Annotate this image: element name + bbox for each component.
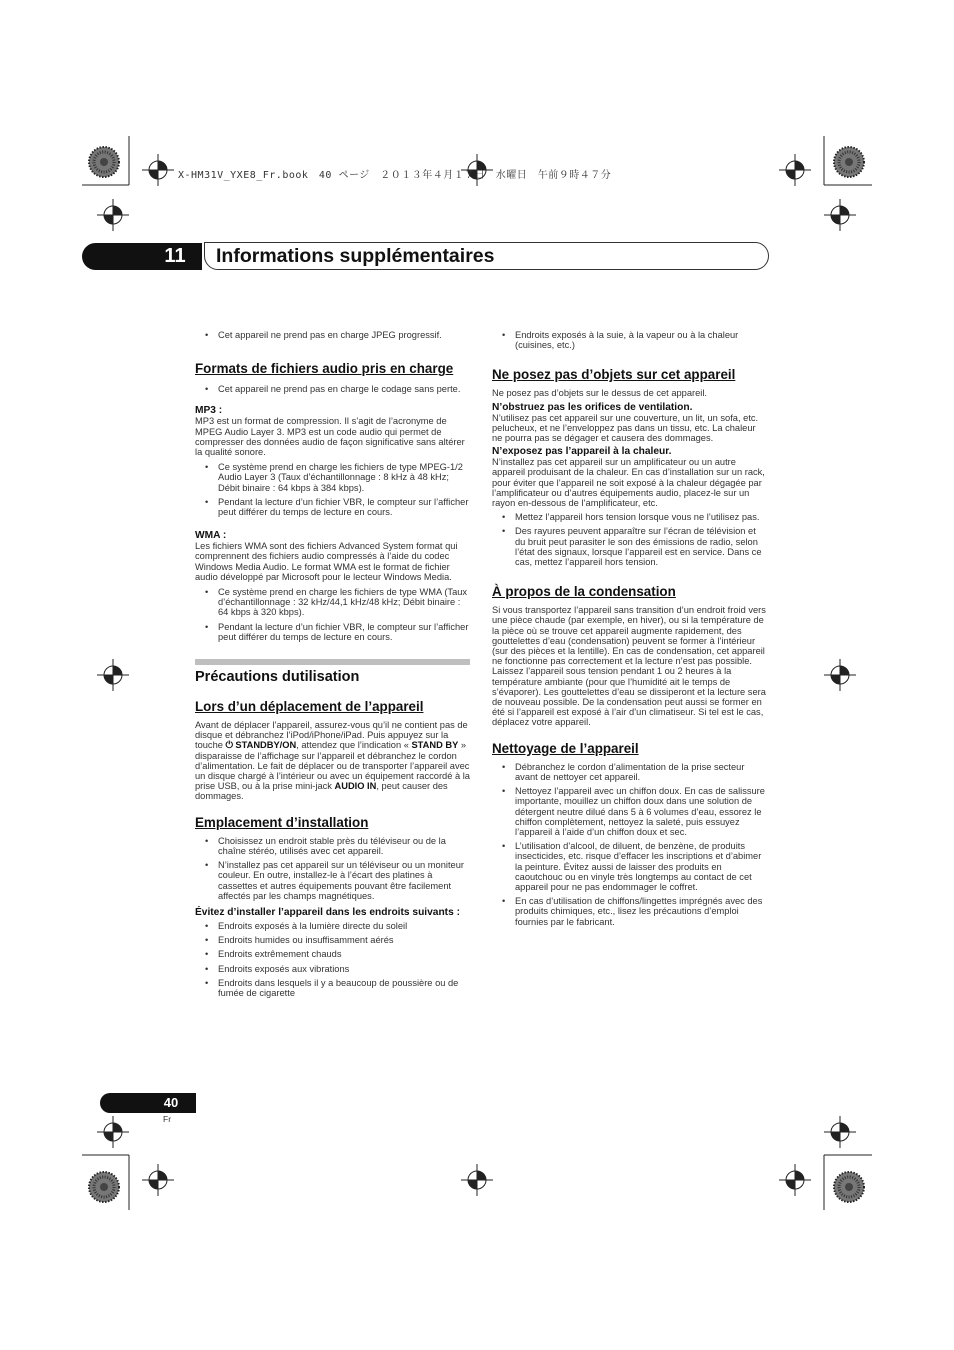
section-title-precautions: Précautions dutilisation <box>195 669 360 686</box>
wma-text: Les fichiers WMA sont des fichiers Advanced System format qui comprennent des fichiers audio compressés à l’aide du codec Windows Media Audio. Le format WMA est le format de fichier audio développé par Microsoft pour le lecteur Windows Media. <box>195 541 458 582</box>
print-header-line: X-HM31V_YXE8_Fr.book 40 ページ ２０１３年４月１７日 水曜日 午前９時４７分 <box>178 170 612 181</box>
list-item: • Endroits exposés à la lumière directe du soleil <box>195 921 470 931</box>
list-item: • Mettez l’appareil hors tension lorsque vous ne l’utilisez pas. <box>492 512 767 522</box>
audio-in-key: AUDIO IN <box>334 781 377 792</box>
page-language: Fr <box>163 1114 172 1124</box>
moving-text: Avant de déplacer l’appareil, assurez-vous qu’il ne contient pas de disque et débranchez l’iPod/iPhone/iPad. Puis appuyez sur la touche ⏻ STANDBY/ON, attendez que l’indication « STAND BY » disparaisse de l’affichage sur l’appareil et débranchez le cordon d’alimentation. Le fait de déplacer ou de transporter l’appareil avec un disque chargé à l’intérieur ou avec un équipement raccordé à la prise USB, ou à la prise mini-jack AUDIO IN, peut causer des dommages. <box>195 720 470 802</box>
list-item: • Ce système prend en charge les fichiers de type MPEG-1/2 Audio Layer 3 (Taux d’échantillonnage : 8 kHz à 48 kHz; Débit binaire : 64 kbps à 384 kbps). <box>195 462 470 493</box>
list-item: • En cas d’utilisation de chiffons/lingettes imprégnés avec des produits chimiques, etc., lisez les précautions d’emploi fournies par le fabricant. <box>492 896 767 927</box>
vent-title: N’obstruez pas les orifices de ventilation. <box>492 401 693 413</box>
list-item: • Endroits exposés à la suie, à la vapeur ou à la chaleur (cuisines, etc.) <box>492 330 767 350</box>
wma-label: WMA : <box>195 530 227 542</box>
section-title-cleaning: Nettoyage de l’appareil <box>492 740 639 756</box>
list-item: • Cet appareil ne prend pas en charge le codage sans perte. <box>195 384 470 394</box>
left-column <box>195 330 470 1002</box>
section-title-placement: Emplacement d’installation <box>195 814 369 830</box>
list-item: • Pendant la lecture d’un fichier VBR, le compteur sur l’afficher peut différer du temps de lecture en cours. <box>195 497 470 517</box>
mp3-label: MP3 : <box>195 405 223 417</box>
chapter-title: Informations supplémentaires <box>216 245 495 267</box>
mp3-text: MP3 est un format de compression. Il s’agit de l’acronyme de MPEG Audio Layer 3. MP3 est un code audio qui permet de compresser des données audio de façon significative sans altérer la qualité sonore. <box>195 416 465 458</box>
right-column <box>492 330 767 931</box>
condensation-text: Si vous transportez l’appareil sans transition d’un endroit froid vers une pièce chaude (par exemple, en hiver), ou si la température de la pièce où se trouve cet appareil augmente rapidement, des gouttelettes d’eau (condensation) peuvent se former à l’intérieur (sur des pièces et la lentille). En cas de condensation, cet appareil ne fonctionne pas correctement et la lecture n’est pas possible. Laissez l’appareil sous tension pendant 1 ou 2 heures à la température ambiante (pour que l’humidité ait le temps de s’évaporer). Les gouttelettes d’eau se dissiperont et la lecture sera de nouveau possible. De la condensation peut aussi se former en été si l’appareil est exposé à l’air d’un climatiseur. Si tel est le cas, déplacez votre appareil. <box>492 605 766 728</box>
chapter-number: 11 <box>164 245 186 267</box>
avoid-title: Évitez d’installer l’appareil dans les endroits suivants : <box>195 906 460 918</box>
standby-key: STAND BY <box>411 740 459 751</box>
section-title-formats: Formats de fichiers audio pris en charge <box>195 361 454 377</box>
list-item: • Endroits dans lesquels il y a beaucoup de poussière ou de fumée de cigarette <box>195 978 470 998</box>
list-item: • Pendant la lecture d’un fichier VBR, le compteur sur l’afficher peut différer du temps de lecture en cours. <box>195 622 470 642</box>
section-title-moving: Lors d’un déplacement de l’appareil <box>195 699 424 715</box>
list-item: • Débranchez le cordon d’alimentation de la prise secteur avant de nettoyer cet appareil. <box>492 762 767 782</box>
list-item: • Ce système prend en charge les fichiers de type WMA (Taux d’échantillonnage : 32 kHz/44,1 kHz/48 kHz; Débit binaire : 64 kbps à 320 kbps). <box>195 587 470 618</box>
heat-text: N’installez pas cet appareil sur un amplificateur ou un autre appareil produisant de la chaleur. En cas d’installation sur un rack, pour éviter que l’appareil ne soit exposé à la chaleur dégagée par l’amplificateur ou d’autres équipements audio, placez-le sur un rayon en-dessous de l’amplificateur, etc. <box>492 457 765 509</box>
list-item: • Endroits humides ou insuffisamment aérés <box>195 935 470 945</box>
standby-on-key: ⏻ STANDBY/ON <box>225 740 297 751</box>
heat-title: N’exposez pas l’appareil à la chaleur. <box>492 446 672 458</box>
page-number: 40 <box>163 1095 179 1110</box>
list-item: • Choisissez un endroit stable près du téléviseur ou de la chaîne stéréo, utilisés avec cet appareil. <box>195 836 470 856</box>
section-title-condensation: À propos de la condensation <box>492 584 676 600</box>
list-item: • Cet appareil ne prend pas en charge JPEG progressif. <box>195 330 470 340</box>
list-item: • Des rayures peuvent apparaître sur l’écran de télévision et du bruit peut parasiter le son des émissions de radio, selon l’état des signaux, lorsque l’appareil est en service. Dans ce cas, mettez l’appareil hors tension. <box>492 526 767 567</box>
list-item: • L’utilisation d’alcool, de diluent, de benzène, de produits insecticides, etc. risque d’effacer les inscriptions et d’abimer la peinture. Évitez aussi de laisser des produits en caoutchouc ou en vinyle très longtemps au contact de cet appareil pour ne pas endommager le coffret. <box>492 841 767 892</box>
list-item: • Nettoyez l’appareil avec un chiffon doux. En cas de salissure importante, mouillez un chiffon doux dans une solution de détergent neutre dilué dans 5 à 6 volumes d’eau, essorez le chiffon complètement, nettoyez la saleté, puis essuyez l’appareil à l’aide d’un chiffon doux et sec. <box>492 786 767 837</box>
list-item: • Endroits extrêmement chauds <box>195 949 470 959</box>
list-item: • N’installez pas cet appareil sur un téléviseur ou un moniteur couleur. En outre, installez-le à l’écart des platines à cassettes et autres équipements pouvant être facilement affectés par les champs magnétiques. <box>195 860 470 901</box>
section-title-objects: Ne posez pas d’objets sur cet appareil <box>492 367 736 383</box>
list-item: • Endroits exposés aux vibrations <box>195 964 470 974</box>
objects-text: Ne posez pas d’objets sur le dessus de cet appareil. <box>492 388 707 399</box>
vent-text: N’utilisez pas cet appareil sur une couverture, un lit, un sofa, etc. pelucheux, et ne l’enveloppez pas dans un tissu, etc. La chaleur ne pourra pas se dégager et causera des dommages. <box>492 412 759 444</box>
